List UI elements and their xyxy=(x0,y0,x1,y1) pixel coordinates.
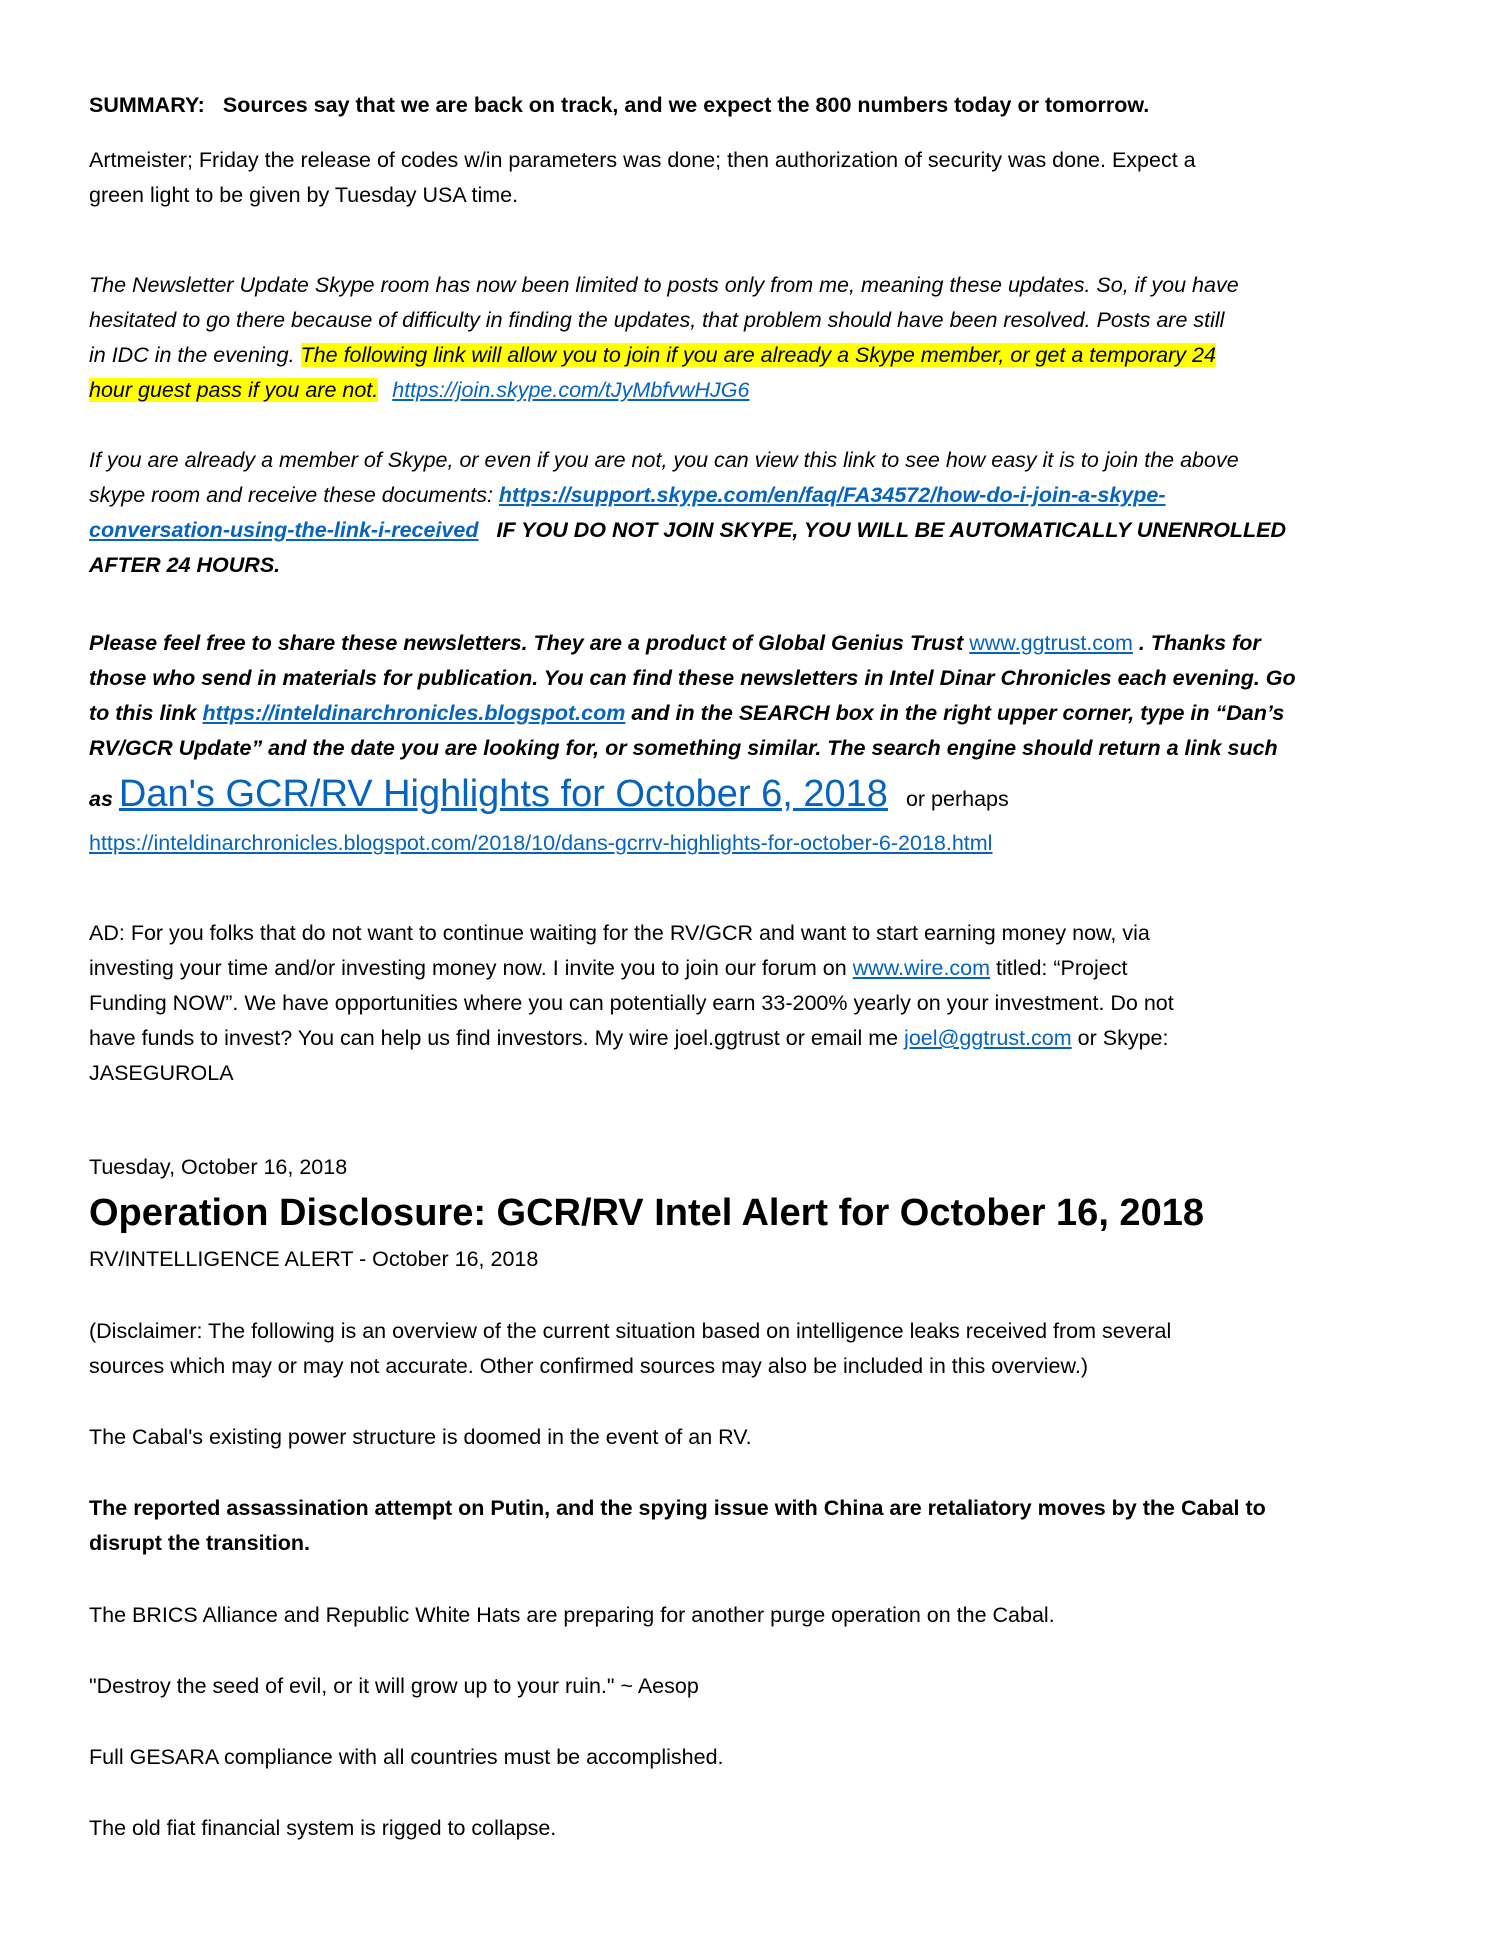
paragraph-fiat: The old fiat financial system is rigged to collapse. xyxy=(89,1816,557,1840)
ad-line-2-text: investing your time and/or investing money now. I invite you to join our forum on xyxy=(89,956,853,980)
disclaimer-line-1: (Disclaimer: The following is an overview of the current situation based on intelligence leaks received from several xyxy=(89,1319,1172,1343)
skype-support-link-continued[interactable]: conversation-using-the-link-i-received xyxy=(89,518,479,542)
dans-highlights-url-link[interactable]: https://inteldinarchronicles.blogspot.com/2018/10/dans-gcrrv-highlights-for-october-6-2018.html xyxy=(89,831,993,855)
share-line-3-text: to this link xyxy=(89,701,203,725)
unenroll-warning: IF YOU DO NOT JOIN SKYPE, YOU WILL BE AUTOMATICALLY UNENROLLED xyxy=(496,518,1287,542)
skype-room-line-3-text: in IDC in the evening. xyxy=(89,343,301,367)
article-title: Operation Disclosure: GCR/RV Intel Alert for October 16, 2018 xyxy=(89,1192,1204,1234)
highlighted-guest-pass-text: hour guest pass if you are not. xyxy=(89,378,379,402)
ad-line-1: AD: For you folks that do not want to continue waiting for the RV/GCR and want to start earning money now, via xyxy=(89,921,1150,945)
skype-join-link[interactable]: https://join.skype.com/tJyMbfvwHJG6 xyxy=(392,378,750,402)
paragraph-bold-line-1: The reported assassination attempt on Putin, and the spying issue with China are retaliatory moves by the Cabal to xyxy=(89,1496,1266,1520)
inteldinarchronicles-link[interactable]: https://inteldinarchronicles.blogspot.com xyxy=(202,701,626,725)
summary-line xyxy=(89,91,1149,119)
summary-label: SUMMARY: xyxy=(89,93,205,117)
wire-link[interactable]: www.wire.com xyxy=(852,956,991,980)
paragraph-brics: The BRICS Alliance and Republic White Hats are preparing for another purge operation on the Cabal. xyxy=(89,1603,1055,1627)
dans-highlights-link[interactable]: Dan's GCR/RV Highlights for October 6, 2018 xyxy=(118,773,888,815)
share-line-5-prefix: as xyxy=(89,787,113,811)
paragraph-bold-line-2: disrupt the transition. xyxy=(89,1531,310,1555)
ggtrust-link[interactable]: www.ggtrust.com xyxy=(969,631,1133,655)
share-line-2: those who send in materials for publication. You can find these newsletters in Intel Dinar Chronicles each evening. Go xyxy=(89,666,1296,690)
ad-line-2-tail: titled: “Project xyxy=(990,956,1128,980)
artmeister-line-1: Artmeister; Friday the release of codes w/in parameters was done; then authorization of security was done. Expect a xyxy=(89,148,1196,172)
paragraph-cabal: The Cabal's existing power structure is doomed in the event of an RV. xyxy=(89,1425,752,1449)
skype-support-link[interactable]: https://support.skype.com/en/faq/FA34572/how-do-i-join-a-skype- xyxy=(498,483,1166,507)
share-line-1-tail: . Thanks for xyxy=(1132,631,1261,655)
ad-line-4-text: have funds to invest? You can help us find investors. My wire joel.ggtrust or email me xyxy=(89,1026,905,1050)
email-link[interactable]: joel@ggtrust.com xyxy=(904,1026,1072,1050)
share-line-5 xyxy=(89,772,1009,821)
ad-line-2 xyxy=(89,954,1127,982)
skype-help-line-1: If you are already a member of Skype, or even if you are not, you can view this link to see how easy it is to join the above xyxy=(89,448,1239,472)
share-line-1 xyxy=(89,629,1261,657)
skype-room-line-1: The Newsletter Update Skype room has now been limited to posts only from me, meaning these updates. So, if you have xyxy=(89,273,1239,297)
paragraph-gesara: Full GESARA compliance with all countries must be accomplished. xyxy=(89,1745,724,1769)
share-line-6 xyxy=(89,829,992,857)
ad-line-5: JASEGUROLA xyxy=(89,1061,234,1085)
skype-room-line-3 xyxy=(89,341,1216,369)
ad-line-4 xyxy=(89,1024,1168,1052)
artmeister-line-2: green light to be given by Tuesday USA time. xyxy=(89,183,519,207)
skype-room-line-2: hesitated to go there because of difficulty in finding the updates, that problem should have been resolved. Posts are still xyxy=(89,308,1225,332)
skype-help-line-3 xyxy=(89,516,1286,544)
summary-text: Sources say that we are back on track, and we expect the 800 numbers today or tomorrow. xyxy=(222,93,1150,117)
share-line-4: RV/GCR Update” and the date you are looking for, or something similar. The search engine should return a link such xyxy=(89,736,1278,760)
share-line-3-tail: and in the SEARCH box in the right upper corner, type in “Dan’s xyxy=(625,701,1285,725)
disclaimer-line-2: sources which may or may not accurate. Other confirmed sources may also be included in this overview.) xyxy=(89,1354,1088,1378)
paragraph-quote: "Destroy the seed of evil, or it will grow up to your ruin." ~ Aesop xyxy=(89,1674,699,1698)
highlighted-join-text: The following link will allow you to join if you are already a Skype member, or get a temporary 24 xyxy=(300,343,1216,367)
ad-line-3: Funding NOW”. We have opportunities where you can potentially earn 33-200% yearly on your investment. Do not xyxy=(89,991,1174,1015)
skype-room-line-4 xyxy=(89,376,749,404)
article-subtitle: RV/INTELLIGENCE ALERT - October 16, 2018 xyxy=(89,1247,539,1271)
article-date: Tuesday, October 16, 2018 xyxy=(89,1155,348,1179)
or-perhaps-text: or perhaps xyxy=(905,787,1009,811)
skype-help-line-2-text: skype room and receive these documents: xyxy=(89,483,499,507)
ad-line-4-tail: or Skype: xyxy=(1071,1026,1169,1050)
skype-help-line-2 xyxy=(89,481,1166,509)
unenroll-warning-continued: AFTER 24 HOURS. xyxy=(89,553,281,577)
share-line-3 xyxy=(89,699,1284,727)
share-line-1-text: Please feel free to share these newsletters. They are a product of Global Genius Trust xyxy=(89,631,970,655)
